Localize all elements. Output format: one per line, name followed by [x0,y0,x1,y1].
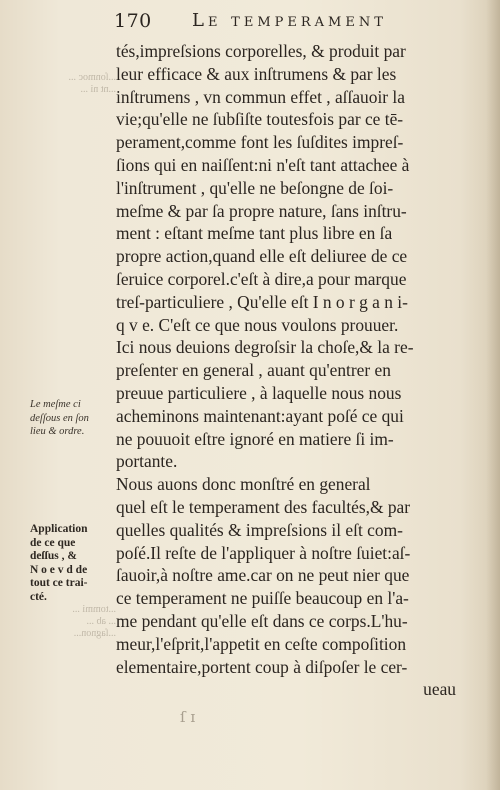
page-number: 170 [114,10,152,32]
margin-note-line: deſſus , & [30,550,77,563]
text-line: elementaire,portent coup à diſpoſer le cer- [116,656,408,677]
margin-note-line: tout ce trai- [30,577,88,590]
text-line: perament,comme font les ſuſdites impreſ- [116,132,404,153]
text-line: inſtrumens , vn commun effet , aſſauoir la [116,86,405,107]
text-line: preſenter en general , auant qu'entrer en [116,360,391,381]
margin-note-line: deſſous en ſon [30,412,89,424]
margin-note-line: cté. [30,590,47,603]
bleed-through-bottom [42,604,116,640]
text-line: meur,l'eſprit,l'appetit en ceſte compoſition [116,633,407,654]
margin-note-line: N o e v d de [30,563,88,576]
text-line: l'inſtrument , qu'elle ne beſongne de ſoi- [116,177,394,198]
bleed-line: ...nt ni ... [80,84,116,95]
text-line: q v e. C'eſt ce que nous voulons prouuer. [116,314,399,335]
text-line: me pendant qu'elle eſt dans ce corps.L'hu- [116,610,408,631]
text-line: treſ-particuliere , Qu'elle eſt I n o r g a n i- [116,291,408,312]
running-head: Le temperament [192,10,387,31]
text-line: ſauoir,à noſtre ame.car on ne peut nier que [116,565,410,586]
margin-note-line: de ce que [30,536,76,549]
catchword: ueau [423,679,456,700]
footer-mark: ſ ɪ [180,708,196,726]
bleed-through-top [42,72,116,96]
body-text [116,40,466,701]
text-line: acheminons maintenant:ayant poſé ce qui [116,405,404,426]
page-edge-shadow [486,0,500,790]
text-line: poſé.Il reſte de l'appliquer à noſtre ſuiet:aſ- [116,542,411,563]
text-line: Ici nous deuions degroſsir la choſe,& la re- [116,337,414,358]
bleed-line: ...ſonmoc ... [68,72,116,83]
text-line: ne pouuoit eſtre ignoré en matiere ſi im- [116,428,394,449]
text-line: quel eſt le temperament des facultés,& par [116,496,411,517]
text-line: portante. [116,451,178,472]
bleed-line: ... ab ... [86,616,116,627]
margin-note-line: lieu & ordre. [30,426,85,437]
text-line: Nous auons donc monſtré en general [116,474,371,495]
text-line: ſions qui en naiſſent:ni n'eſt tant attachee à [116,154,410,175]
text-line: leur efficace & aux inſtrumens & par les [116,63,397,84]
margin-note-line: Le meſme ci [30,399,81,410]
text-line: ſeruice corporel.c'eſt à dire,a pour marque [116,268,407,289]
text-line: propre action,quand elle eſt deliuree de ce [116,246,408,267]
text-line: quelles qualités & impreſsions il eſt com- [116,519,403,540]
text-line: ment : eſtant meſme tant plus libre en ſa [116,223,393,244]
margin-note-line: Application [30,523,88,535]
bleed-line: ...tommi ... [72,604,116,615]
margin-note-1 [30,398,110,439]
bleed-line: ...ſagnon... [73,628,116,639]
text-line: tés,impreſsions corporelles, & produit par [116,41,406,61]
text-line: preuue particuliere , à laquelle nous nous [116,382,402,403]
text-line: meſme & par ſa propre nature, ſans inſtru- [116,200,407,221]
text-line: vie;qu'elle ne ſubſiſte toutesfois par ce tē- [116,109,404,130]
margin-note-2 [30,523,110,605]
text-line: ce temperament ne puiſſe beaucoup en l'a- [116,588,409,609]
